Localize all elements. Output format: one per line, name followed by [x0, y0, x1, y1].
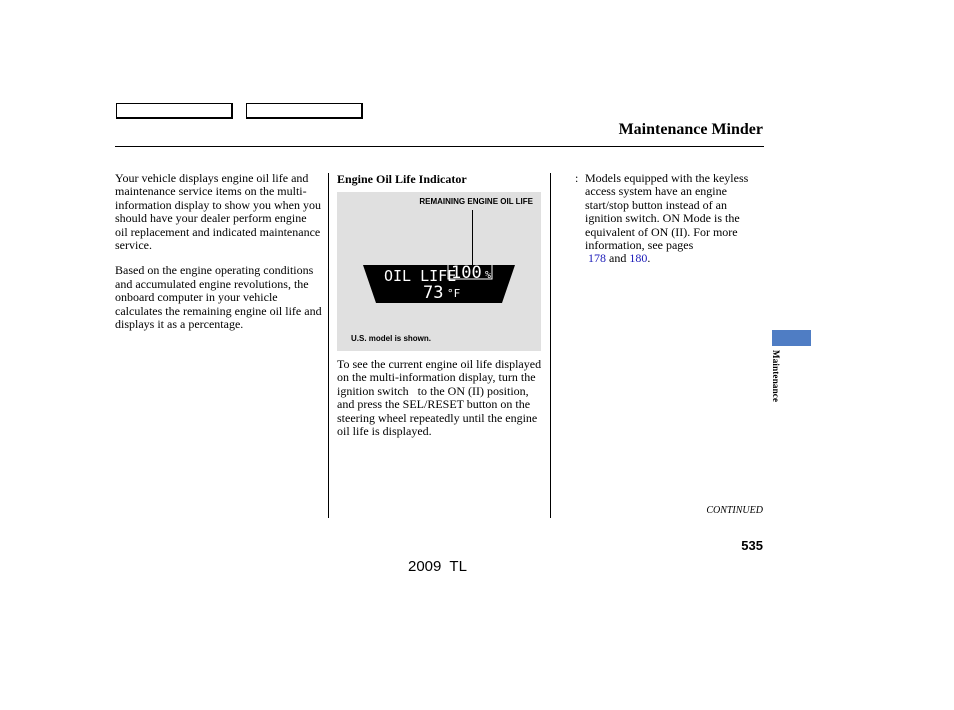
display-instructions-paragraph: To see the current engine oil life displayed on the multi-information display, turn the ignition switch to the ON (II) position, and press the SEL/RESET button on the steering wheel repeatedly until the engine oil life is displayed. — [337, 357, 545, 439]
multi-information-display — [363, 265, 515, 303]
remaining-oil-life-callout: REMAINING ENGINE OIL LIFE — [419, 197, 533, 206]
note-marker: : — [575, 171, 579, 185]
column-2-text — [337, 357, 545, 450]
display-percent-unit: % — [485, 270, 492, 281]
note-end: . — [647, 251, 651, 266]
column-divider-2 — [550, 173, 551, 518]
display-temperature-unit: °F — [447, 287, 461, 300]
keyless-note-text: Models equipped with the keyless access system have an engine start/stop button instead of an ignition switch. ON Mode is the equivalent of ON (II). For more information, see pages — [585, 171, 749, 253]
page-link-178[interactable]: 178 — [588, 251, 606, 266]
oil-life-heading: Engine Oil Life Indicator — [337, 172, 467, 186]
title-divider — [115, 146, 764, 147]
nav-button-previous[interactable] — [116, 103, 233, 119]
link-conjunction: and — [609, 251, 627, 266]
page-link-180[interactable]: 180 — [629, 251, 648, 266]
calculation-paragraph: Based on the engine operating conditions and accumulated engine revolutions, the onboard computer in your vehicle calculates the remaining engine oil life and displays it as a percentage. — [115, 263, 322, 332]
continued-label: CONTINUED — [706, 505, 763, 516]
column-divider-1 — [328, 173, 329, 518]
display-temperature: 73 — [423, 283, 444, 303]
maintenance-section-tab[interactable] — [772, 330, 811, 346]
display-oil-life-value: 100 — [451, 263, 482, 283]
keyless-note — [585, 172, 763, 266]
nav-button-next[interactable] — [246, 103, 363, 119]
figure-caption: U.S. model is shown. — [351, 334, 432, 343]
callout-leader-line — [472, 210, 473, 268]
side-section-label: Maintenance — [771, 350, 781, 403]
display-oil-life-label: OIL LIFE — [384, 267, 457, 285]
page-number: 535 — [741, 538, 763, 553]
intro-paragraph: Your vehicle displays engine oil life and maintenance service items on the multi-information display to show you when you should have your dealer perform engine oil replacement and indicated maintenance service. — [115, 171, 321, 253]
footer-model-year: 2009 TL — [408, 558, 467, 575]
page-title: Maintenance Minder — [618, 121, 763, 138]
column-1 — [115, 172, 322, 343]
oil-life-figure — [337, 192, 541, 351]
